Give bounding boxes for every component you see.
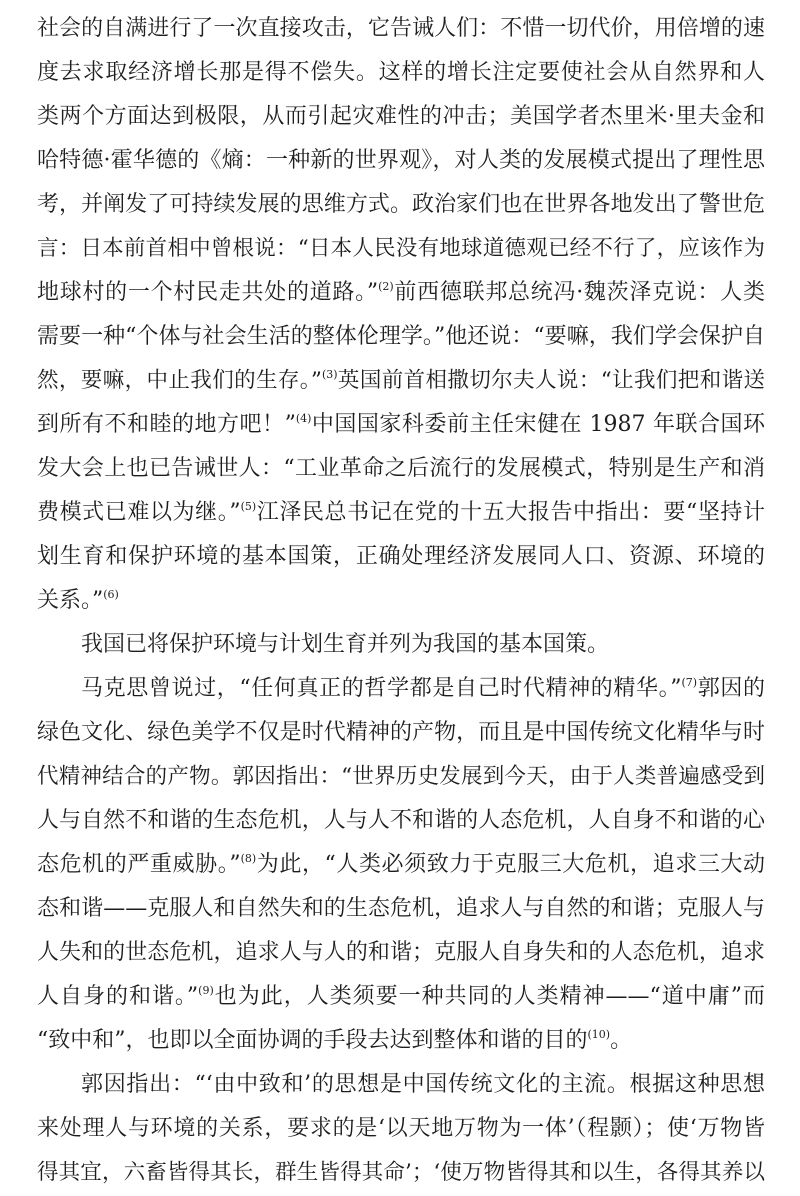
text-segment: 态危机的严重威胁。” xyxy=(37,852,241,877)
text-line xyxy=(37,6,765,52)
footnote-ref: (5) xyxy=(240,500,257,513)
text-segment: 言：日本前首相中曾根说：“日本人民没有地球道德观已经不行了，应该作为 xyxy=(37,236,765,261)
text-line xyxy=(37,94,765,140)
text-segment: 地球村的一个村民走共处的道路。” xyxy=(37,280,379,305)
text-segment: 度去求取经济增长那是得不偿失。这样的增长注定要使社会从自然界和人 xyxy=(37,60,765,85)
footnote-ref: (9) xyxy=(198,984,214,997)
text-segment: 。 xyxy=(610,1028,633,1053)
text-segment: 发大会上也已告诫世人：“工业革命之后流行的发展模式，特别是生产和消 xyxy=(37,456,765,481)
text-line xyxy=(37,886,765,932)
text-line xyxy=(37,358,765,404)
text-segment: 考，并阐发了可持续发展的思维方式。政治家们也在世界各地发出了警世危 xyxy=(37,192,765,217)
text-segment: 到所有不和睦的地方吧！” xyxy=(37,412,296,437)
footnote-ref: (10) xyxy=(587,1028,611,1041)
text-segment: 代精神结合的产物。郭因指出：“世界历史发展到今天，由于人类普遍感受到 xyxy=(37,764,765,789)
text-segment: 英国前首相撒切尔夫人说：“让我们把和谐送 xyxy=(337,368,765,393)
text-segment: 划生育和保护环境的基本国策，正确处理经济发展同人口、资源、环境的 xyxy=(37,544,765,569)
text-segment: 类两个方面达到极限，从而引起灾难性的冲击；美国学者杰里米·里夫金和 xyxy=(37,104,765,129)
text-line xyxy=(37,798,765,844)
text-line xyxy=(37,578,765,624)
document-page xyxy=(37,0,766,1185)
text-segment: 得其宜，六畜皆得其长，群生皆得其命’；‘使万物皆得其和以生，各得其养以 xyxy=(37,1160,765,1185)
text-segment: 前西德联邦总统冯·魏茨泽克说：人类 xyxy=(393,280,765,305)
footnote-ref: (7) xyxy=(681,676,698,689)
text-segment: 人自身的和谐。” xyxy=(37,984,199,1009)
text-segment: 来处理人与环境的关系，要求的是‘以天地万物为一体’（程颢）；使‘万物皆 xyxy=(37,1116,765,1141)
footnote-ref: (8) xyxy=(240,852,257,865)
text-segment: 需要一种“个体与社会生活的整体伦理学。”他还说：“要嘛，我们学会保护自 xyxy=(37,324,765,349)
text-line xyxy=(37,138,765,184)
text-segment: 人与自然不和谐的生态危机，人与人不和谐的人态危机，人自身不和谐的心 xyxy=(37,808,765,833)
text-line xyxy=(37,314,765,360)
text-segment: 为此，“人类必须致力于克服三大危机，追求三大动 xyxy=(256,852,766,877)
footnote-ref: (4) xyxy=(295,412,312,425)
text-line xyxy=(37,1150,765,1196)
text-segment: 也为此，人类须要一种共同的人类精神——“道中庸”而 xyxy=(213,984,765,1009)
text-segment: 郭因的 xyxy=(697,676,765,701)
text-segment: 马克思曾说过，“任何真正的哲学都是自己时代精神的精华。” xyxy=(81,676,682,701)
text-segment: 态和谐——克服人和自然失和的生态危机，追求人与自然的和谐；克服人与 xyxy=(37,896,765,921)
footnote-ref: (6) xyxy=(103,588,119,601)
text-line xyxy=(37,226,765,272)
text-line xyxy=(37,974,765,1020)
text-line xyxy=(37,182,765,228)
text-segment: 哈特德·霍华德的《熵：一种新的世界观》，对人类的发展模式提出了理性思 xyxy=(37,148,765,173)
text-segment: 江泽民总书记在党的十五大报告中指出：要“坚持计 xyxy=(256,500,766,525)
text-line xyxy=(37,842,765,888)
text-line xyxy=(37,534,765,580)
text-line xyxy=(37,1018,765,1064)
text-line xyxy=(37,754,765,800)
text-line xyxy=(37,490,765,536)
text-segment: 社会的自满进行了一次直接攻击，它告诫人们：不惜一切代价，用倍增的速 xyxy=(37,16,765,41)
text-line xyxy=(37,710,765,756)
text-segment: 人失和的世态危机，追求人与人的和谐；克服人自身失和的人态危机，追求 xyxy=(37,940,765,965)
text-segment: 我国已将保护环境与计划生育并列为我国的基本国策。 xyxy=(81,632,610,657)
text-segment: 然，要嘛，中止我们的生存。” xyxy=(37,368,322,393)
text-segment: 关系。” xyxy=(37,588,104,613)
text-line xyxy=(81,1062,765,1108)
text-line xyxy=(37,50,765,96)
footnote-ref: (2) xyxy=(378,280,394,293)
text-line xyxy=(37,930,765,976)
text-line xyxy=(37,1106,765,1152)
text-line xyxy=(37,446,765,492)
text-line xyxy=(81,622,765,668)
text-line xyxy=(37,402,765,448)
text-segment: 费模式已难以为继。” xyxy=(37,500,241,525)
text-segment: 绿色文化、绿色美学不仅是时代精神的产物，而且是中国传统文化精华与时 xyxy=(37,720,765,745)
text-line xyxy=(37,270,765,316)
text-line xyxy=(81,666,765,712)
text-segment: 郭因指出：“‘由中致和’的思想是中国传统文化的主流。根据这种思想 xyxy=(81,1072,765,1097)
footnote-ref: (3) xyxy=(321,368,338,381)
text-segment: “致中和”，也即以全面协调的手段去达到整体和谐的目的 xyxy=(37,1028,588,1053)
text-segment: 中国国家科委前主任宋健在 1987 年联合国环 xyxy=(311,412,765,437)
